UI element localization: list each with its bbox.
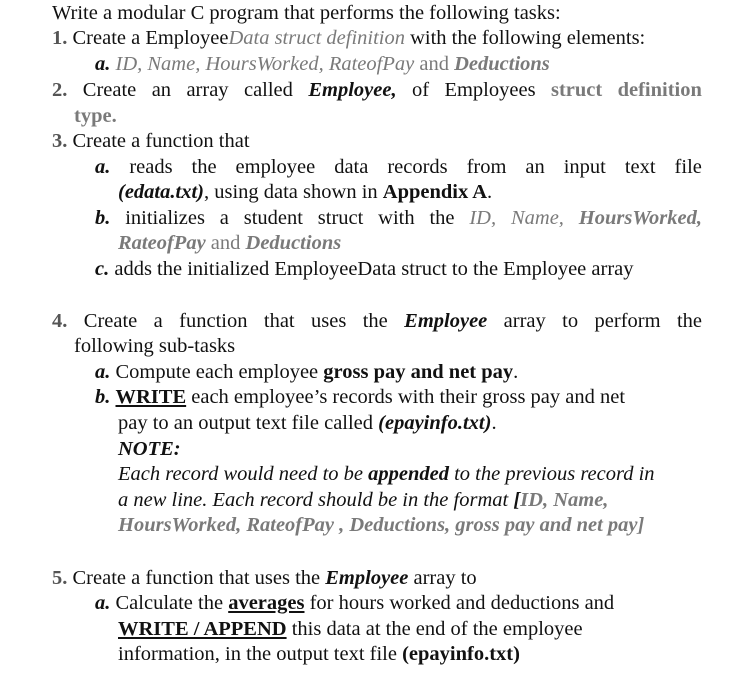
- task-5-text: Create a function that uses the: [72, 567, 321, 589]
- task-4b-text: each employee’s records with their gross pay and net: [191, 386, 626, 408]
- task-3b-deductions: Deductions: [245, 232, 342, 254]
- task-3a-word: an: [525, 156, 545, 178]
- task-3b-and: and: [210, 232, 241, 254]
- task-4b-note-line-2-text: a new line. Each record should be in the format: [118, 489, 509, 511]
- task-3b-line-2: [118, 230, 341, 256]
- task-5a-file: (epayinfo.txt): [402, 643, 520, 665]
- task-3a-word: reads: [129, 156, 173, 178]
- task-3b-field: ID,: [469, 207, 497, 229]
- task-3c: [95, 256, 634, 282]
- task-3a-appendix: Appendix A: [382, 181, 488, 203]
- task-4b-appended: appended: [368, 463, 449, 485]
- task-1: [52, 25, 645, 51]
- task-3b-rate: RateofPay: [118, 232, 206, 254]
- task-4b-note-line-2: [118, 487, 608, 513]
- task-1-text-end: with the following elements:: [410, 27, 646, 49]
- task-3b-line-1: [95, 205, 702, 231]
- task-4b-label: b.: [95, 386, 111, 408]
- task-3b-field: Name,: [510, 207, 564, 229]
- task-3a-word: text: [624, 156, 656, 178]
- task-4b-format-line: HoursWorked, RateofPay , Deductions, gross pay and net pay]: [118, 514, 645, 536]
- task-4-word: to: [562, 310, 579, 332]
- task-3c-label: c.: [95, 258, 110, 280]
- task-3a-file: (edata.txt): [118, 181, 204, 203]
- task-5a-write-append: WRITE / APPEND: [118, 618, 287, 640]
- task-3a-line-1: [95, 154, 702, 180]
- task-1a-and: and: [419, 53, 449, 75]
- task-5a-text: Calculate the: [115, 592, 224, 614]
- task-3-number: 3.: [52, 130, 68, 152]
- task-4a-label: a.: [95, 361, 111, 383]
- task-3b-label: b.: [95, 207, 111, 229]
- task-2-word: of: [411, 79, 430, 101]
- task-4-word: that: [263, 310, 295, 332]
- task-4b-open-bracket: [: [513, 489, 521, 511]
- task-2-word: array: [186, 79, 229, 101]
- task-3a-word: file: [674, 156, 702, 178]
- task-1-struct-definition: struct definition: [274, 27, 405, 49]
- task-1a-deductions: Deductions: [454, 53, 550, 75]
- task-4-word: function: [179, 310, 248, 332]
- task-5-number: 5.: [52, 567, 68, 589]
- task-4-word: the: [676, 310, 702, 332]
- task-4b-note-text-end: to the previous record in: [454, 463, 655, 485]
- task-1-data-word: Data: [228, 27, 270, 49]
- task-1a-elements: ID, Name, HoursWorked, RateofPay: [115, 53, 415, 75]
- task-3a-label: a.: [95, 156, 111, 178]
- task-2-line-2: type.: [74, 105, 117, 127]
- task-4b-period: .: [491, 412, 497, 434]
- task-2-word: Create: [82, 79, 137, 101]
- task-4-line-1: [52, 308, 702, 334]
- task-3b-word: struct: [317, 207, 364, 229]
- task-4b-line-2: [118, 410, 497, 436]
- task-4b-note-line-1: [118, 461, 655, 487]
- task-4-employee-keyword: Employee: [404, 310, 488, 332]
- task-3a-mid: , using data shown in: [203, 181, 378, 203]
- task-5a-label: a.: [95, 592, 111, 614]
- task-4a-text: Compute each employee: [115, 361, 319, 383]
- task-2-definition-keyword: definition: [617, 79, 702, 101]
- task-4-word: the: [362, 310, 388, 332]
- task-5a-line-3-text: information, in the output text file: [118, 643, 397, 665]
- task-5a-line-2: [118, 616, 583, 642]
- task-5-employee-keyword: Employee: [325, 567, 409, 589]
- task-3b-word: a: [219, 207, 229, 229]
- task-4b-write: WRITE: [115, 386, 187, 408]
- task-4b-note-label: NOTE:: [118, 438, 181, 460]
- task-1-number: 1.: [52, 27, 68, 49]
- task-2-word: an: [151, 79, 172, 101]
- task-5: [52, 565, 477, 591]
- task-4b-note-text: Each record would need to be: [118, 463, 363, 485]
- task-2-number: 2.: [52, 79, 68, 101]
- task-3a-word: input: [563, 156, 606, 178]
- task-1-text: Create a Employee: [72, 27, 229, 49]
- task-5a-averages: averages: [228, 592, 305, 614]
- task-4-word: perform: [594, 310, 661, 332]
- task-4a: [95, 359, 518, 385]
- task-5a-line-3: [118, 641, 520, 667]
- task-4a-period: .: [513, 361, 519, 383]
- task-3b-field: HoursWorked,: [578, 207, 702, 229]
- task-3: [52, 128, 250, 154]
- task-4-word: a: [153, 310, 163, 332]
- task-2-word: called: [243, 79, 293, 101]
- task-4b-line-2-text: pay to an output text file called: [118, 412, 374, 434]
- task-2-struct-keyword: struct: [550, 79, 603, 101]
- task-3a-word: data: [334, 156, 369, 178]
- task-4b-line-1: [95, 384, 625, 410]
- task-5-text-end: array to: [413, 567, 477, 589]
- task-1a: [95, 51, 550, 77]
- task-3-text: Create a function that: [72, 130, 250, 152]
- intro-line: Write a modular C program that performs the following tasks:: [52, 2, 561, 24]
- task-3a-word: records: [387, 156, 448, 178]
- task-3a-word: the: [191, 156, 217, 178]
- task-5a-line-2-text: this data at the end of the employee: [291, 618, 583, 640]
- task-3a-word: from: [466, 156, 507, 178]
- task-3b-word: student: [243, 207, 303, 229]
- task-2-employee-keyword: Employee,: [308, 79, 397, 101]
- task-4-word: Create: [83, 310, 138, 332]
- task-4b-file: (epayinfo.txt): [378, 412, 492, 434]
- task-3a-word: employee: [235, 156, 316, 178]
- task-3a-line-2: [118, 179, 492, 205]
- task-4-number: 4.: [52, 310, 68, 332]
- task-5a-text-end: for hours worked and deductions and: [309, 592, 615, 614]
- task-5a-line-1: [95, 590, 614, 616]
- task-4a-bold: gross pay and net pay: [323, 361, 514, 383]
- task-3b-word: initializes: [125, 207, 205, 229]
- task-2-line-1: [52, 77, 702, 103]
- task-3c-text: adds the initialized EmployeeData struct to the Employee array: [114, 258, 634, 280]
- task-1a-label: a.: [95, 53, 111, 75]
- task-3b-word: with: [378, 207, 415, 229]
- task-2-word: Employees: [444, 79, 536, 101]
- task-4-word: uses: [311, 310, 347, 332]
- task-4-word: array: [503, 310, 546, 332]
- task-3b-word: the: [429, 207, 455, 229]
- task-4b-format-fields: ID, Name,: [520, 489, 609, 511]
- task-3a-period: .: [487, 181, 493, 203]
- task-4-line-2: following sub-tasks: [74, 335, 236, 357]
